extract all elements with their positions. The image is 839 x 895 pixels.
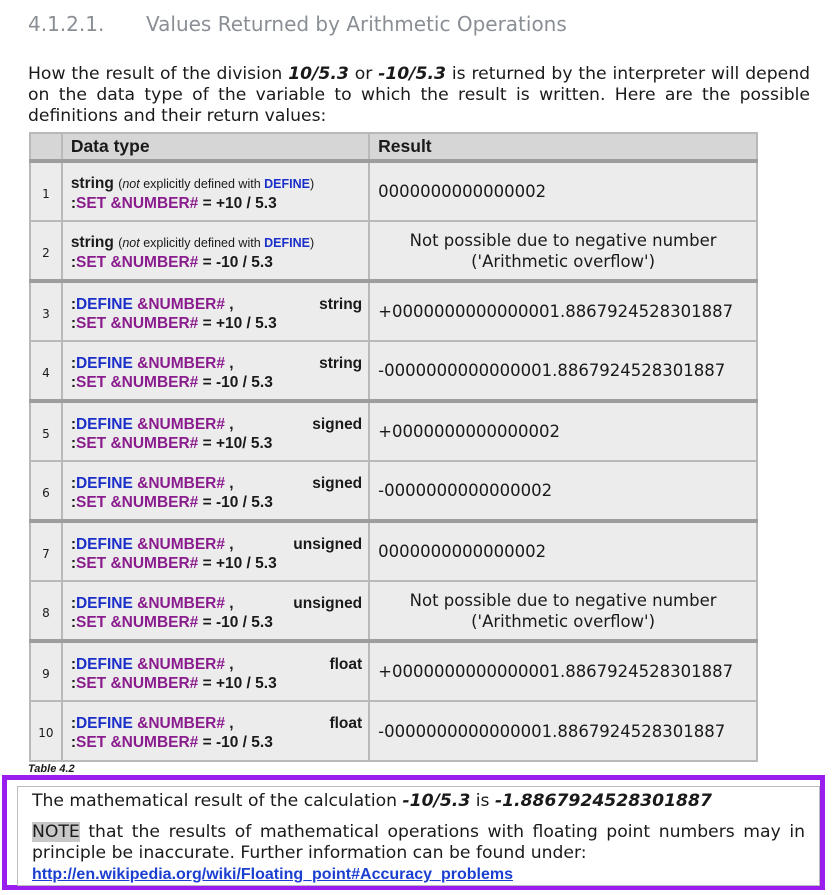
data-type-cell (62, 221, 369, 281)
define-variable: &NUMBER# (137, 354, 225, 372)
set-line (71, 194, 362, 213)
type-line (71, 174, 362, 194)
header-data-type: Data type (62, 133, 369, 161)
define-statement (71, 474, 234, 493)
result-cell (369, 161, 757, 221)
result-value: -0000000000000001.8867924528301887 (378, 721, 726, 741)
row-number: 7 (30, 521, 62, 581)
note-text: that the results of mathematical operations with floating point numbers may in principle be inaccurate. Further information can be found under: (32, 822, 805, 863)
math-text-a: The mathematical result of the calculation (32, 791, 403, 811)
note-middle: explicitly defined with (139, 177, 265, 191)
set-expression: = -10 / 5.3 (198, 613, 273, 631)
define-keyword: DEFINE (75, 535, 133, 553)
note-not: not (122, 236, 140, 250)
set-variable: &NUMBER# (110, 373, 199, 391)
set-line (71, 314, 362, 333)
set-keyword: SET (75, 493, 107, 511)
data-type-cell (62, 401, 369, 461)
define-variable: &NUMBER# (137, 535, 225, 553)
note-paragraph (32, 822, 805, 885)
set-colon: : (70, 554, 76, 572)
table-row (30, 341, 757, 401)
row-number: 4 (30, 341, 62, 401)
data-type-cell (62, 281, 369, 341)
result-line-2: ('Arithmetic overflow') (471, 251, 656, 271)
define-data-type: signed (312, 415, 363, 433)
table-row (30, 401, 757, 461)
result-cell (369, 401, 757, 461)
result-line-2: ('Arithmetic overflow') (471, 611, 656, 631)
define-line (71, 714, 362, 733)
section-title: Values Returned by Arithmetic Operations (146, 12, 567, 36)
set-line (71, 733, 362, 752)
section-heading (28, 12, 567, 36)
set-variable: &NUMBER# (110, 434, 199, 452)
define-comma: , (224, 415, 234, 433)
set-variable: &NUMBER# (110, 314, 199, 332)
set-expression: = -10 / 5.3 (198, 734, 273, 751)
define-comma: , (224, 655, 234, 673)
define-data-type: string (319, 354, 363, 372)
result-value: 0000000000000002 (378, 542, 547, 561)
set-expression: = -10 / 5.3 (198, 493, 273, 511)
result-value: +0000000000000001.8867924528301887 (378, 662, 734, 681)
set-keyword: SET (75, 373, 107, 391)
set-keyword: SET (75, 554, 107, 572)
define-line (71, 415, 362, 434)
row-number: 3 (30, 281, 62, 341)
math-result-line (32, 791, 805, 812)
define-keyword: DEFINE (75, 594, 133, 612)
set-expression: = +10 / 5.3 (198, 314, 277, 332)
define-colon: : (70, 295, 76, 313)
set-expression: = +10 / 5.3 (198, 195, 277, 212)
set-colon: : (70, 734, 76, 751)
result-cell (369, 581, 757, 641)
set-expression: = +10 / 5.3 (198, 674, 277, 692)
define-statement (71, 594, 234, 613)
define-data-type: float (329, 715, 363, 732)
set-expression: = -10 / 5.3 (198, 373, 273, 391)
define-comma: , (224, 715, 234, 732)
define-line (71, 594, 362, 613)
define-comma: , (224, 535, 234, 553)
row-number: 9 (30, 641, 62, 701)
define-line (71, 655, 362, 674)
intro-expression-1: 10/5.3 (288, 64, 349, 84)
define-data-type: signed (312, 474, 363, 492)
note-close: ) (309, 177, 315, 191)
type-name: string (70, 234, 114, 251)
set-variable: &NUMBER# (110, 734, 199, 751)
define-comma: , (224, 354, 234, 372)
set-line (71, 554, 362, 573)
define-comma: , (224, 594, 234, 612)
define-variable: &NUMBER# (137, 415, 225, 433)
define-colon: : (70, 474, 76, 492)
set-colon: : (70, 195, 76, 212)
intro-text-2: or (348, 64, 379, 84)
define-keyword: DEFINE (75, 415, 133, 433)
type-name: string (70, 175, 114, 192)
table-caption: Table 4.2 (28, 763, 75, 775)
result-line-1: Not possible due to negative number (409, 230, 717, 250)
math-expression: -10/5.3 (402, 791, 471, 811)
data-type-cell (62, 461, 369, 521)
set-variable: &NUMBER# (110, 493, 199, 511)
data-type-cell (62, 341, 369, 401)
define-line (71, 474, 362, 493)
table-row (30, 521, 757, 581)
define-keyword: DEFINE (75, 474, 133, 492)
table-row (30, 641, 757, 701)
row-number: 2 (30, 221, 62, 281)
define-statement (71, 295, 234, 314)
set-variable: &NUMBER# (110, 254, 199, 271)
note-label: NOTE (32, 822, 80, 842)
define-comma: , (224, 474, 234, 492)
intro-paragraph (28, 64, 810, 127)
define-statement (71, 655, 234, 674)
header-num (30, 133, 62, 161)
set-line (71, 613, 362, 632)
data-type-cell (62, 161, 369, 221)
table-row (30, 581, 757, 641)
row-number: 10 (30, 701, 62, 761)
set-colon: : (70, 674, 76, 692)
set-colon: : (70, 613, 76, 631)
define-line (71, 354, 362, 373)
note-open: ( (118, 177, 123, 191)
table-row (30, 221, 757, 281)
set-keyword: SET (75, 254, 107, 271)
result-value: +0000000000000002 (378, 422, 560, 441)
define-data-type: unsigned (293, 535, 363, 553)
define-statement (71, 714, 234, 733)
define-colon: : (70, 715, 76, 732)
result-cell (369, 641, 757, 701)
math-text-b: is (470, 791, 495, 811)
data-type-cell (62, 521, 369, 581)
row-number: 5 (30, 401, 62, 461)
set-colon: : (70, 493, 76, 511)
define-variable: &NUMBER# (137, 715, 225, 732)
define-keyword: DEFINE (75, 715, 133, 732)
define-data-type: unsigned (293, 594, 363, 612)
set-keyword: SET (75, 613, 107, 631)
type-line (71, 233, 362, 253)
note-open: ( (118, 236, 123, 250)
result-line-1: Not possible due to negative number (409, 590, 717, 610)
row-number: 1 (30, 161, 62, 221)
table-row (30, 701, 757, 761)
note-box-inner (17, 786, 820, 886)
set-colon: : (70, 314, 76, 332)
set-expression: = +10/ 5.3 (198, 434, 273, 452)
set-variable: &NUMBER# (110, 613, 199, 631)
define-data-type: float (329, 655, 363, 673)
set-line (71, 493, 362, 512)
result-cell (369, 461, 757, 521)
intro-expression-2: -10/5.3 (378, 64, 446, 84)
result-cell (369, 221, 757, 281)
data-type-table (29, 132, 758, 762)
define-colon: : (70, 655, 76, 673)
note-close: ) (309, 236, 315, 250)
define-line (71, 295, 362, 314)
define-variable: &NUMBER# (137, 295, 225, 313)
define-colon: : (70, 354, 76, 372)
row-number: 8 (30, 581, 62, 641)
define-colon: : (70, 535, 76, 553)
wikipedia-link[interactable]: http://en.wikipedia.org/wiki/Floating_point#Accuracy_problems (32, 866, 513, 883)
define-keyword: DEFINE (75, 295, 133, 313)
set-keyword: SET (75, 195, 107, 212)
table-row (30, 281, 757, 341)
note-define-keyword: DEFINE (264, 236, 310, 250)
define-line (71, 535, 362, 554)
result-value: -0000000000000002 (378, 481, 553, 500)
note-box (2, 775, 825, 890)
set-expression: = -10 / 5.3 (198, 254, 273, 271)
result-cell (369, 281, 757, 341)
data-type-cell (62, 641, 369, 701)
define-colon: : (70, 594, 76, 612)
set-keyword: SET (75, 314, 107, 332)
note-not: not (122, 177, 140, 191)
set-line (71, 434, 362, 453)
result-value: +0000000000000001.8867924528301887 (378, 302, 734, 321)
intro-text-3: is returned by the interpreter will depend on the data type of the variable to which the result is written. Here are the possible definitions and their return values: (28, 64, 810, 126)
table-row (30, 461, 757, 521)
data-type-cell (62, 701, 369, 761)
data-type-cell (62, 581, 369, 641)
define-statement (71, 535, 234, 554)
set-colon: : (70, 254, 76, 271)
set-line (71, 674, 362, 693)
table-row (30, 161, 757, 221)
set-colon: : (70, 373, 76, 391)
define-comma: , (224, 295, 234, 313)
set-variable: &NUMBER# (110, 195, 199, 212)
define-statement (71, 354, 234, 373)
section-number: 4.1.2.1. (28, 12, 105, 36)
set-colon: : (70, 434, 76, 452)
set-keyword: SET (75, 674, 107, 692)
define-colon: : (70, 415, 76, 433)
define-keyword: DEFINE (75, 354, 133, 372)
set-variable: &NUMBER# (110, 674, 199, 692)
type-note (118, 177, 314, 191)
set-variable: &NUMBER# (110, 554, 199, 572)
row-number: 6 (30, 461, 62, 521)
define-data-type: string (319, 295, 363, 313)
set-keyword: SET (75, 734, 107, 751)
result-cell (369, 701, 757, 761)
intro-text-1: How the result of the division (28, 64, 289, 84)
result-cell (369, 341, 757, 401)
set-keyword: SET (75, 434, 107, 452)
result-value: 0000000000000002 (378, 182, 547, 201)
define-keyword: DEFINE (75, 655, 133, 673)
result-value: -0000000000000001.8867924528301887 (378, 361, 726, 380)
header-result: Result (369, 133, 757, 161)
note-define-keyword: DEFINE (264, 177, 310, 191)
define-variable: &NUMBER# (137, 594, 225, 612)
table-header-row (30, 133, 757, 161)
result-cell (369, 521, 757, 581)
set-expression: = +10 / 5.3 (198, 554, 277, 572)
set-line (71, 373, 362, 392)
define-variable: &NUMBER# (137, 655, 225, 673)
set-line (71, 253, 362, 272)
math-result: -1.8867924528301887 (494, 791, 712, 811)
define-statement (71, 415, 234, 434)
define-variable: &NUMBER# (137, 474, 225, 492)
type-note (118, 236, 314, 250)
note-middle: explicitly defined with (139, 236, 265, 250)
